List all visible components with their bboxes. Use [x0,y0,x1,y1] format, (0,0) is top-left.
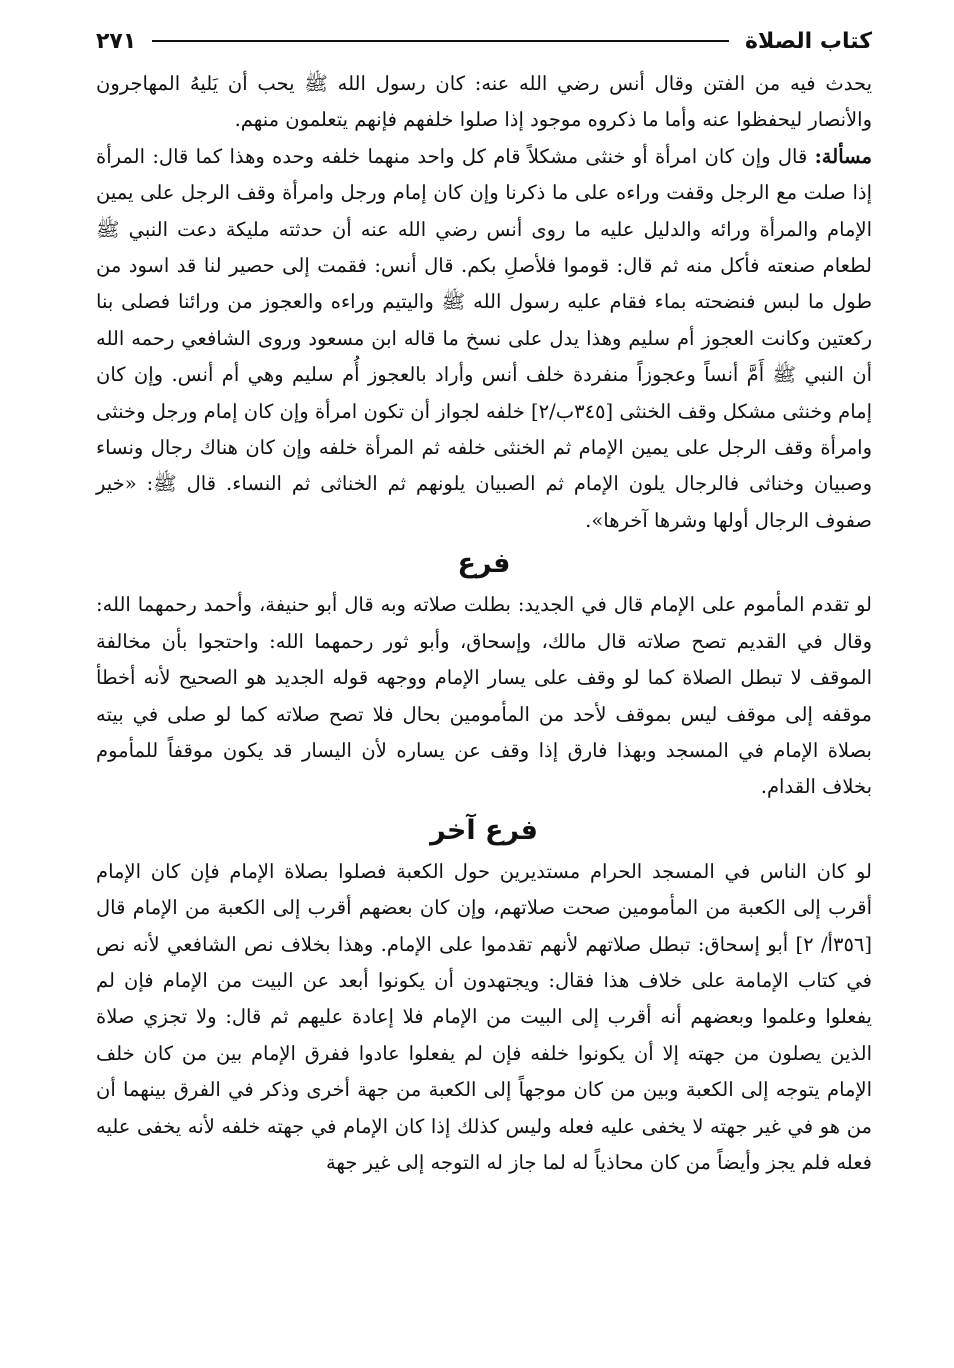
paragraph-anas-hadith: يحدث فيه من الفتن وقال أنس رضي الله عنه: كان رسول الله ﷺ يحب أن يَليهُ المهاجرون والأنصار ليحفظوا عنه وأما ما ذكروه موجود إذا صلوا خلفهم فإنهم يتعلمون منهم. [96,72,872,132]
masala-text: قال وإن كان امرأة أو خنثى مشكلاً قام كل واحد منهما خلفه وحده وهذا كما قال: المرأة إذا صلت مع الرجل وقفت وراءه على ما ذكرنا وإن كان إمام ورجل وامرأة وقف الرجل على يمين الإمام والمرأة ورائه والدليل عليه ما روى أنس رضي الله عنه أن حدثته مليكة دعت النبي ﷺ لطعام صنعته فأكل منه ثم قال: قوموا فلأصلِ بكم. قال أنس: فقمت إلى حصير لنا قد اسود من طول ما لبس فنضحته بماء فقام عليه رسول الله ﷺ واليتيم وراءه والعجوز من ورائنا فصلى بنا ركعتين وكانت العجوز أم سليم وهذا يدل على نسخ ما قاله ابن مسعود وروى الشافعي رحمه الله أن النبي ﷺ أَمَّ أنساً وعجوزاً منفردة خلف أنس وأراد بالعجوز أُم سليم وهي أم أنس. وإن كان إمام وخنثى مشكل وقف الخنثى [٣٤٥ب/٢] خلفه لجواز أن تكون امرأة وإن كان إمام ورجل وخنثى وامرأة وقف الرجل على يمين الإمام ثم الخنثى خلفه ثم المرأة خلفه وإن كان هناك رجال ونساء وصبيان وخناثى فالرجال يلون الإمام ثم الصبيان يلونهم ثم الخناثى ثم النساء. قال ﷺ: «خير صفوف الرجال أولها وشرها آخرها». [96,144,873,532]
heading-far-akhar: فرع آخر [430,814,538,846]
heading-far: فرع [457,548,511,580]
page-number: ٢٧١ [96,28,137,54]
running-header [96,22,872,60]
book-title: كتاب الصلاة [745,28,872,54]
masala-label: مسألة: [814,144,872,168]
header-rule [152,40,729,42]
book-page [96,22,872,1352]
paragraph-masala [96,139,872,539]
paragraph-far-akhar: لو كان الناس في المسجد الحرام مستديرين حول الكعبة فصلوا بصلاة الإمام فإن كان الإمام أقرب إلى الكعبة من المأمومين صحت صلاتهم، وإن كان بعضهم أقرب إلى الكعبة من الإمام قال [٣٥٦أ/ ٢] أبو إسحاق: تبطل صلاتهم لأنهم تقدموا على الإمام. وهذا بخلاف نص الشافعي لأنه نص في كتاب الإمامة على خلاف هذا فقال: ويجتهدون أن يكونوا أبعد عن البيت من الإمام فإن لم يفعلوا وعلموا وبعضهم أنه أقرب إلى البيت من الإمام فلا إعادة عليهم ثم قال: ولا تجزي صلاة الذين يصلون من جهته إلا أن يكونوا خلفه فإن لم يفعلوا عادوا ففرق الإمام بين من كان خلف الإمام يتوجه إلى الكعبة وبين من كان موجهاً إلى الكعبة من جهة أخرى وذكر في الفرق بينهما أن من هو في غير جهته لا يخفى عليه فعله وليس كذلك إذا كان الإمام في جهته خلفه لأنه يخفى عليه فعله فلم يجز وأيضاً من كان محاذياً له لما جاز له التوجه إلى غير جهة [96,859,872,1174]
paragraph-far: لو تقدم المأموم على الإمام قال في الجديد: بطلت صلاته وبه قال أبو حنيفة، وأحمد رحمهما الله: وقال في القديم تصح صلاته قال مالك، وإسحاق، وأبو ثور رحمهما الله: واحتجوا بأن مخالفة الموقف لا تبطل الصلاة كما لو وقف على يسار الإمام ووجهه قوله الجديد هو الصحيح لأنه أخطأ موقفه إلى موقف ليس بموقف لأحد من المأمومين بحال فلا تصح صلاته كما لو صلى في بيته بصلاة الإمام في المسجد وبهذا فارق إذا وقف عن يساره لأن اليسار قد يكون موقفاً للمأموم بخلاف القدام. [96,593,872,799]
